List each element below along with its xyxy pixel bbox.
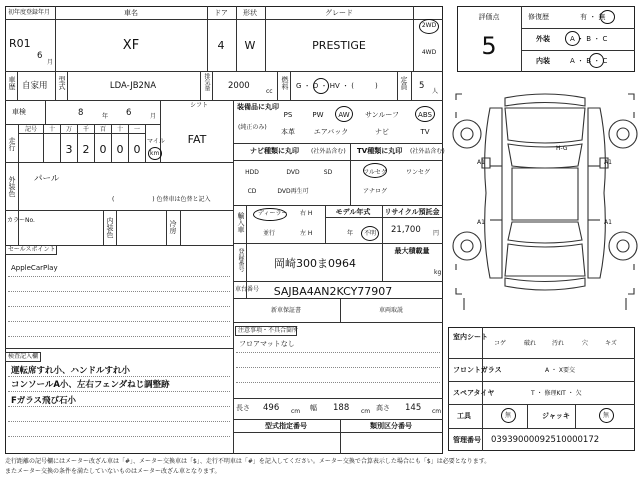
mileage-header-symbol: 記号 — [24, 126, 38, 133]
navi-hdd: HDD — [245, 169, 259, 176]
import-label: 輸入車 — [237, 212, 245, 233]
footer-line-2: またメーター交換の条件を満たしていないものはメーター改ざん車となります。 — [5, 468, 221, 475]
mileage-digit-5: 0 — [133, 143, 141, 156]
equip-tv: TV — [420, 128, 430, 136]
warranty-record: 新車保証書 — [270, 307, 302, 314]
drive-2wd: 2WD — [421, 22, 437, 29]
fuel-options: G ・ D ・ HV ・ ( ) — [296, 82, 378, 90]
exterior-score-options: A ・ B ・ C — [570, 35, 608, 43]
exterior-color-note: ( ) 色替車は色替と記入 — [112, 196, 211, 203]
shift-label: シフト — [190, 102, 209, 109]
management-label: 管理番号 — [453, 436, 481, 444]
cold-label: 冷房 — [169, 220, 177, 234]
mileage-digit-4: 0 — [116, 143, 124, 156]
inspector-notes-label: 検査記入欄 — [8, 353, 39, 360]
repair-none-circle — [600, 10, 615, 24]
import-parallel: 並行 — [263, 230, 276, 237]
diagram-mark-a1-right-rear: A1 — [604, 219, 612, 226]
tools-value: 無 — [505, 412, 512, 419]
chassis-label: 車台番号 — [235, 286, 260, 293]
mileage-label: 走行 — [8, 137, 16, 151]
inspector-note-line-2: コンソールA小、左右フェンダねじ調整跡 — [11, 380, 170, 390]
displacement: 2000 — [228, 81, 250, 91]
exterior-label: 外装色 — [8, 176, 16, 197]
equip-airbag: エアバック — [313, 128, 349, 136]
inspection-label: 車検 — [12, 108, 26, 116]
fuel-d-circle — [313, 78, 329, 94]
navi-cd: CD — [247, 188, 257, 195]
width-value: 188 — [333, 403, 350, 413]
mileage-digit-3: 0 — [99, 143, 107, 156]
mileage-unit-km: km — [150, 150, 160, 157]
spare-tire-value: T ・ 修理KIT ・ 欠 — [531, 390, 582, 397]
inspector-note-line-1: 運転席すれ小、ハンドルすれ小 — [11, 366, 131, 376]
shift: FAT — [187, 133, 207, 146]
plate-number: 岡崎300ま0964 — [274, 257, 356, 270]
grade-label: グレード — [325, 9, 353, 17]
grade: PRESTIGE — [312, 39, 366, 52]
height-unit: cm — [432, 408, 442, 415]
chassis-number: SAJBA4AN2KCY77907 — [273, 285, 393, 298]
interior-score-options: A ・ B ・ C — [570, 57, 608, 65]
navi-subtitle: (社外品含む) — [311, 148, 346, 155]
navi-title: ナビ種類に丸印 — [250, 147, 299, 155]
capacity: 5 — [419, 81, 425, 91]
type-designation-label: 型式指定番号 — [265, 422, 307, 430]
seat-kizu: キズ — [605, 340, 617, 347]
mileage-header-hyaku: 百 — [99, 126, 107, 133]
diagram-mark-hg: H-G — [556, 145, 568, 152]
mileage-unit-mile: マイル — [147, 138, 165, 145]
equip-pw: PW — [312, 111, 324, 119]
length-unit: cm — [291, 408, 301, 415]
width-label: 幅 — [310, 404, 317, 412]
inspection-month: 6 — [126, 108, 132, 118]
capacity-label: 定員 — [400, 76, 408, 90]
equip-ps: PS — [283, 111, 293, 119]
mileage-digit-1: 3 — [65, 143, 73, 156]
score-value: 5 — [481, 32, 497, 60]
mileage-header-sen: 千 — [82, 126, 90, 133]
capacity-unit: 人 — [432, 88, 439, 95]
mileage-header-10man: 十 — [48, 126, 56, 133]
car-name-label: 車名 — [124, 9, 138, 17]
management-number: 03939000092510000172 — [491, 435, 600, 445]
class-label: 類別区分番号 — [370, 422, 412, 430]
navi-dvd-play: DVD再生可 — [277, 188, 309, 195]
tv-fullseg: フルセグ — [363, 169, 387, 176]
notes-label: 注意事項・不具合箇所 — [238, 327, 299, 334]
seat-yabure: 破れ — [523, 340, 537, 347]
mileage-header-juu: 十 — [116, 126, 124, 133]
exterior-a-circle — [565, 31, 580, 46]
drive-4wd: 4WD — [421, 49, 437, 56]
model-code-label: 型式 — [58, 76, 66, 90]
car-body-diagram — [450, 88, 640, 320]
navi-sd: SD — [323, 169, 333, 176]
length-label: 長さ — [236, 404, 250, 412]
equipment-title: 装備品に丸印 — [237, 103, 279, 111]
import-dealer: ディーラー — [258, 210, 288, 217]
tv-analog: アナログ — [362, 188, 388, 195]
color-no-label: カラーNo. — [7, 217, 35, 224]
shape: W — [244, 39, 256, 52]
front-glass-label: フロントガラス — [453, 366, 502, 374]
navi-dvd: DVD — [286, 169, 300, 176]
interior-color-label: 内装色 — [106, 217, 114, 238]
tv-oneseg: ワンセグ — [405, 169, 431, 176]
height-value: 145 — [405, 403, 422, 413]
height-label: 高さ — [376, 404, 390, 412]
mileage-digit-2: 2 — [82, 143, 90, 156]
inspection-year: 8 — [78, 108, 84, 118]
spare-tire-label: スペアタイヤ — [453, 389, 495, 397]
diagram-mark-a1-left-front: A1 — [477, 159, 485, 166]
tools-label: 工具 — [457, 412, 471, 420]
recycle-label: リサイクル預託金 — [384, 208, 440, 216]
recycle-amount: 21,700 — [391, 225, 421, 235]
doors: 4 — [217, 39, 225, 52]
seat-koge: コゲ — [493, 340, 507, 347]
first-reg-era: R01 — [9, 37, 31, 50]
import-right-h: 右 H — [300, 210, 313, 217]
seat-ana: 穴 — [581, 340, 589, 347]
width-unit: cm — [361, 408, 371, 415]
exterior-score-label: 外装 — [536, 35, 550, 43]
interior-score-label: 内装 — [536, 57, 550, 65]
first-reg-month-unit: 月 — [47, 59, 54, 66]
interior-b-circle — [589, 53, 604, 68]
seat-yogore: 汚れ — [551, 340, 565, 347]
model-year-label: モデル年式 — [335, 208, 371, 216]
repair-label: 修復歴 — [528, 13, 549, 21]
usage: 自家用 — [22, 81, 48, 91]
equip-leather: 本革 — [281, 128, 295, 136]
car-name: XF — [122, 38, 140, 53]
tv-subtitle: (社外品含む) — [410, 148, 445, 155]
max-load-unit: kg — [434, 269, 442, 276]
jack-label: ジャッキ — [542, 412, 570, 420]
tv-title: TV種類に丸印 — [357, 147, 403, 155]
equip-navi: ナビ — [375, 128, 389, 136]
sales-point-text: AppleCarPlay — [11, 264, 58, 272]
model-year-unknown: 不明 — [364, 230, 377, 237]
sales-point-label: セールスポイント — [8, 246, 56, 253]
doors-label: ドア — [214, 9, 228, 17]
jack-value: 無 — [603, 412, 610, 419]
recycle-unit: 円 — [433, 230, 440, 237]
front-glass-value: A ・ X要交 — [545, 367, 576, 374]
usage-label: 車歴 — [8, 76, 16, 90]
interior-seat-label: 室内シート — [453, 333, 488, 341]
first-reg-month: 6 — [37, 51, 43, 61]
import-left-h: 左 H — [300, 230, 313, 237]
model-year-unit: 年 — [347, 230, 354, 237]
footer-line-1: 走行距離の記号欄にはメーター改ざん車は「#」、メーター交換車は「$」、走行不明車は「#」を記入してください。メーター交換で合算表示した場合にも「$」は必要となります。 — [5, 458, 491, 465]
equip-abs: ABS — [418, 111, 432, 119]
exterior-color: パール — [34, 174, 60, 184]
first-reg-label: 初年度登録年月 — [8, 9, 51, 16]
score-label: 評価点 — [478, 13, 500, 21]
manual-record: 車両取説 — [378, 307, 404, 314]
notes-text: フロアマットなし — [239, 340, 295, 348]
mileage-header-ichi: 一 — [133, 126, 141, 133]
repair-options: 有 ・ 無 — [580, 13, 606, 21]
length-value: 496 — [263, 403, 280, 413]
fuel-label: 燃料 — [281, 76, 289, 90]
plate-label: 登録番号 — [237, 248, 244, 272]
equip-aw: AW — [338, 111, 350, 119]
inspector-note-line-3: Fガラス飛び石小 — [11, 396, 77, 406]
inspection-month-unit: 月 — [150, 113, 157, 120]
diagram-mark-a1-right-front: A1 — [604, 159, 612, 166]
diagram-mark-a1-left-rear: A1 — [477, 219, 485, 226]
equip-sunroof: サンルーフ — [364, 111, 400, 119]
max-load-label: 最大積載量 — [394, 247, 430, 255]
displacement-label: 排気量 — [203, 73, 210, 91]
inspection-year-unit: 年 — [102, 113, 109, 120]
mileage-header-man: 万 — [65, 126, 73, 133]
shape-label: 形状 — [243, 9, 257, 17]
equipment-subtitle: (純正のみ) — [238, 124, 267, 131]
model-code: LDA-JB2NA — [109, 81, 157, 91]
displacement-unit: cc — [266, 88, 273, 95]
